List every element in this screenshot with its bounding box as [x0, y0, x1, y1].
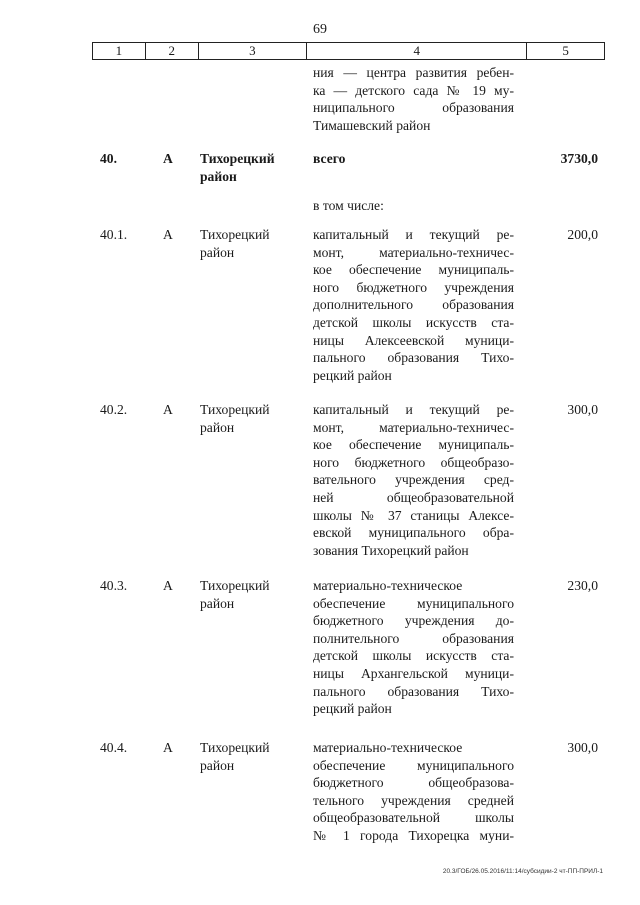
- description-line: евской муниципального обра-: [313, 525, 514, 541]
- table-header: [92, 42, 605, 60]
- row-40-district: Тихорецкий район: [200, 151, 275, 184]
- description-line: общеобразовательной школы: [313, 810, 514, 826]
- continuation-line: ниципального образования: [313, 100, 514, 116]
- description-line: вательного учреждения сред-: [313, 472, 514, 488]
- header-col-3: 3: [199, 43, 308, 59]
- continuation-text: [313, 64, 514, 134]
- row-40-1-district: Тихорецкий район: [200, 227, 270, 260]
- row-40-4-number: 40.4.: [100, 740, 128, 755]
- row-40-1-amount: 200,0: [567, 227, 598, 242]
- description-line: монт, материально-техничес-: [313, 419, 514, 435]
- description-line: обеспечение муниципального: [313, 757, 514, 773]
- row-40-including: в том числе:: [313, 198, 384, 213]
- row-40-2-number: 40.2.: [100, 402, 128, 417]
- header-col-1: 1: [93, 43, 146, 59]
- description-line: материально-техническое: [313, 740, 463, 755]
- row-40-4-category: А: [163, 740, 173, 755]
- continuation-line: ка — детского сада № 19 му-: [313, 82, 514, 98]
- description-line: бюджетного общеобразова-: [313, 775, 514, 791]
- description-line: бюджетного учреждения до-: [313, 613, 514, 629]
- header-col-4: 4: [307, 43, 527, 59]
- row-40-3-amount: 230,0: [567, 578, 598, 593]
- row-40-1-category: А: [163, 227, 173, 242]
- row-40-description: всего: [313, 151, 346, 166]
- description-line: детской школы искусств ста-: [313, 648, 514, 664]
- row-40-2-district: Тихорецкий район: [200, 402, 270, 435]
- continuation-line: ния — центра развития ребен-: [313, 65, 514, 80]
- description-line: обеспечение муниципального: [313, 595, 514, 611]
- row-40-2-amount: 300,0: [567, 402, 598, 417]
- row-40-1-number: 40.1.: [100, 227, 128, 242]
- row-40-4-district: Тихорецкий район: [200, 740, 270, 773]
- description-line: ней общеобразовательной: [313, 489, 514, 505]
- row-40-2-description: [313, 401, 514, 559]
- description-line: рецкий район: [313, 701, 392, 717]
- description-line: тельного учреждения средней: [313, 792, 514, 808]
- description-line: пального образования Тихо-: [313, 683, 514, 699]
- row-40-number: 40.: [100, 151, 117, 166]
- description-line: капитальный и текущий ре-: [313, 402, 514, 417]
- row-40-2-category: А: [163, 402, 173, 417]
- row-40-category: А: [163, 151, 173, 166]
- row-40-1-description: [313, 226, 514, 384]
- header-col-5: 5: [562, 43, 569, 58]
- description-line: дополнительного образования: [313, 297, 514, 313]
- row-40-3-district: Тихорецкий район: [200, 578, 270, 611]
- page-number: 69: [313, 22, 327, 37]
- row-40-3-description: [313, 577, 514, 718]
- description-line: ного бюджетного общеобразо-: [313, 454, 514, 470]
- description-line: ного бюджетного учреждения: [313, 279, 514, 295]
- description-line: полнительного образования: [313, 630, 514, 646]
- row-40-3-number: 40.3.: [100, 578, 128, 593]
- footer-code: 20.3/ГОБ/26.05.2016/11:14/субсидии-2 чт-ПП-ПРИЛ-1: [442, 868, 603, 875]
- description-line: школы № 37 станицы Алексе-: [313, 507, 514, 523]
- description-line: кое обеспечение муниципаль-: [313, 262, 514, 278]
- continuation-line: Тимашевский район: [313, 117, 431, 133]
- description-line: кое обеспечение муниципаль-: [313, 437, 514, 453]
- description-line: пального образования Тихо-: [313, 350, 514, 366]
- description-line: рецкий район: [313, 367, 392, 383]
- description-line: капитальный и текущий ре-: [313, 227, 514, 242]
- description-line: материально-техническое: [313, 578, 463, 593]
- header-col-2: 2: [146, 43, 199, 59]
- description-line: зования Тихорецкий район: [313, 542, 469, 558]
- description-line: детской школы искусств ста-: [313, 314, 514, 330]
- row-40-4-description: [313, 739, 514, 845]
- description-line: ницы Алексеевской муници-: [313, 332, 514, 348]
- row-40-amount: 3730,0: [560, 151, 598, 166]
- row-40-4-amount: 300,0: [567, 740, 598, 755]
- row-40-3-category: А: [163, 578, 173, 593]
- description-line: монт, материально-техничес-: [313, 244, 514, 260]
- description-line: № 1 города Тихорецка муни-: [313, 827, 514, 843]
- description-line: ницы Архангельской муници-: [313, 665, 514, 681]
